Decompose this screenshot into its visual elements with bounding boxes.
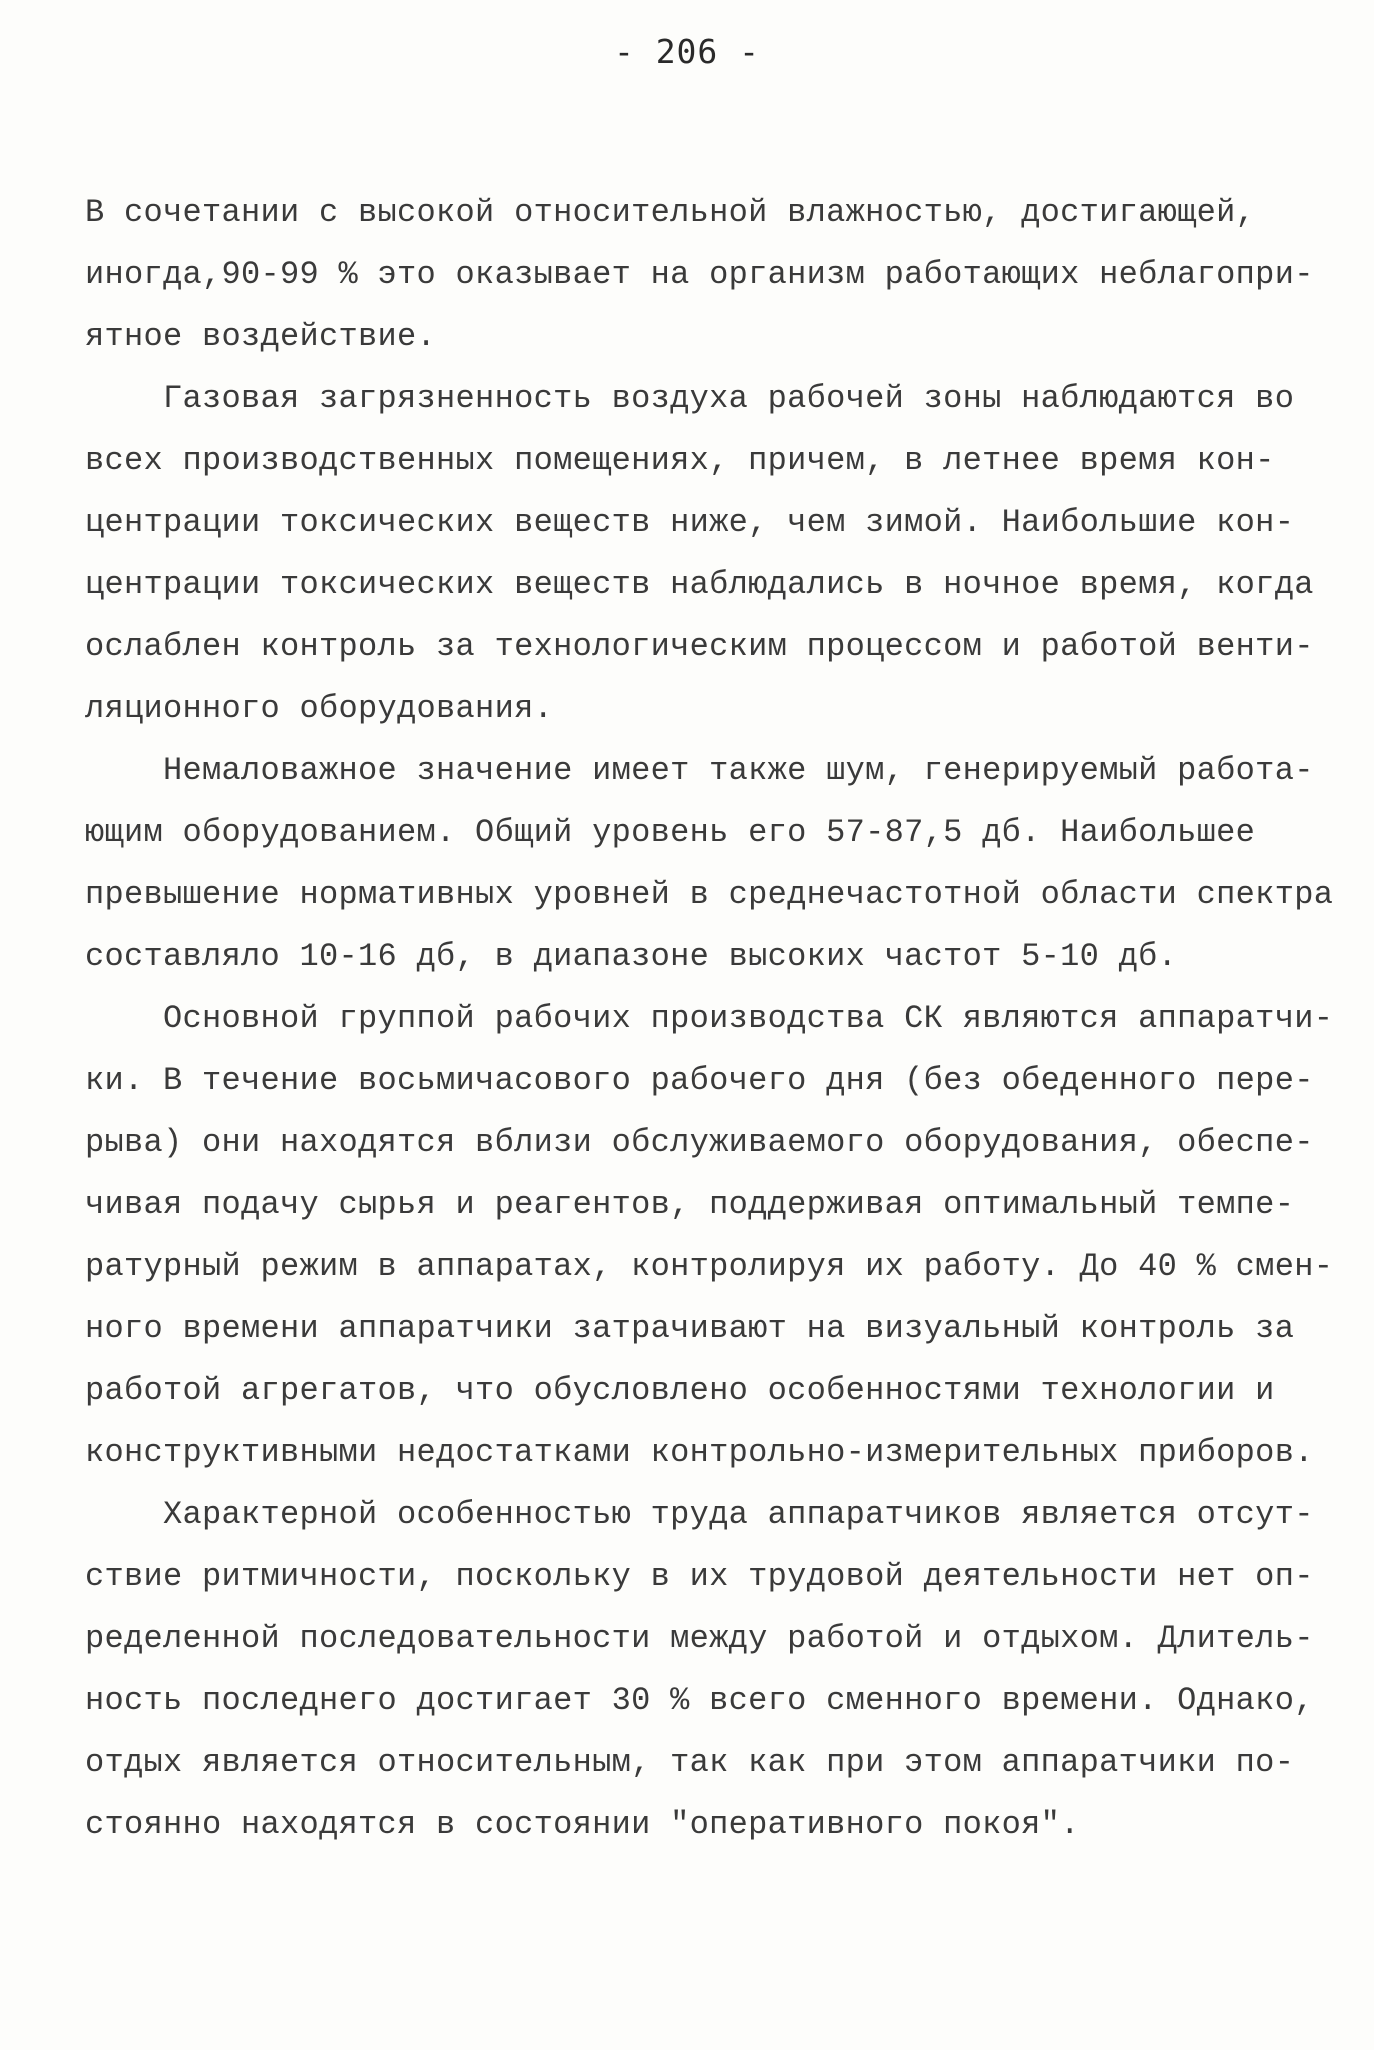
- text-line: стоянно находятся в состоянии "оперативного покоя".: [85, 1806, 1080, 1843]
- text-line: конструктивными недостатками контрольно-измерительных приборов.: [85, 1434, 1314, 1471]
- text-line: Немаловажное значение имеет также шум, генерируемый работа-: [85, 752, 1314, 789]
- body-text: [85, 182, 1334, 1856]
- text-line: иногда,90-99 % это оказывает на организм работающих неблагопри-: [85, 256, 1314, 293]
- text-line: ность последнего достигает 30 % всего сменного времени. Однако,: [85, 1682, 1314, 1719]
- text-line: Основной группой рабочих производства СК являются аппаратчи-: [85, 1000, 1334, 1037]
- text-line: работой агрегатов, что обусловлено особенностями технологии и: [85, 1372, 1275, 1409]
- text-line: ствие ритмичности, поскольку в их трудовой деятельности нет оп-: [85, 1558, 1314, 1595]
- page-number: - 206 -: [613, 32, 761, 71]
- text-line: Характерной особенностью труда аппаратчиков является отсут-: [85, 1496, 1314, 1533]
- text-line: ки. В течение восьмичасового рабочего дня (без обеденного пере-: [85, 1062, 1314, 1099]
- text-line: рыва) они находятся вблизи обслуживаемого оборудования, обеспе-: [85, 1124, 1314, 1161]
- text-line: отдых является относительным, так как при этом аппаратчики по-: [85, 1744, 1295, 1781]
- text-line: ослаблен контроль за технологическим процессом и работой венти-: [85, 628, 1314, 665]
- text-line: ратурный режим в аппаратах, контролируя их работу. До 40 % смен-: [85, 1248, 1334, 1285]
- text-line: центрации токсических веществ наблюдались в ночное время, когда: [85, 566, 1314, 603]
- text-line: ределенной последовательности между работой и отдыхом. Длитель-: [85, 1620, 1314, 1657]
- text-line: центрации токсических веществ ниже, чем зимой. Наибольшие кон-: [85, 504, 1295, 541]
- text-line: составляло 10-16 дб, в диапазоне высоких частот 5-10 дб.: [85, 938, 1178, 975]
- text-line: превышение нормативных уровней в среднечастотной области спектра: [85, 876, 1334, 913]
- text-line: ющим оборудованием. Общий уровень его 57-87,5 дб. Наибольшее: [85, 814, 1256, 851]
- text-line: ляционного оборудования.: [85, 690, 554, 727]
- text-line: Газовая загрязненность воздуха рабочей зоны наблюдаются во: [85, 380, 1295, 417]
- text-line: ятное воздействие.: [85, 318, 437, 355]
- text-line: В сочетании с высокой относительной влажностью, достигающей,: [85, 194, 1256, 231]
- text-line: всех производственных помещениях, причем, в летнее время кон-: [85, 442, 1275, 479]
- text-line: ного времени аппаратчики затрачивают на визуальный контроль за: [85, 1310, 1295, 1347]
- text-line: чивая подачу сырья и реагентов, поддерживая оптимальный темпе-: [85, 1186, 1295, 1223]
